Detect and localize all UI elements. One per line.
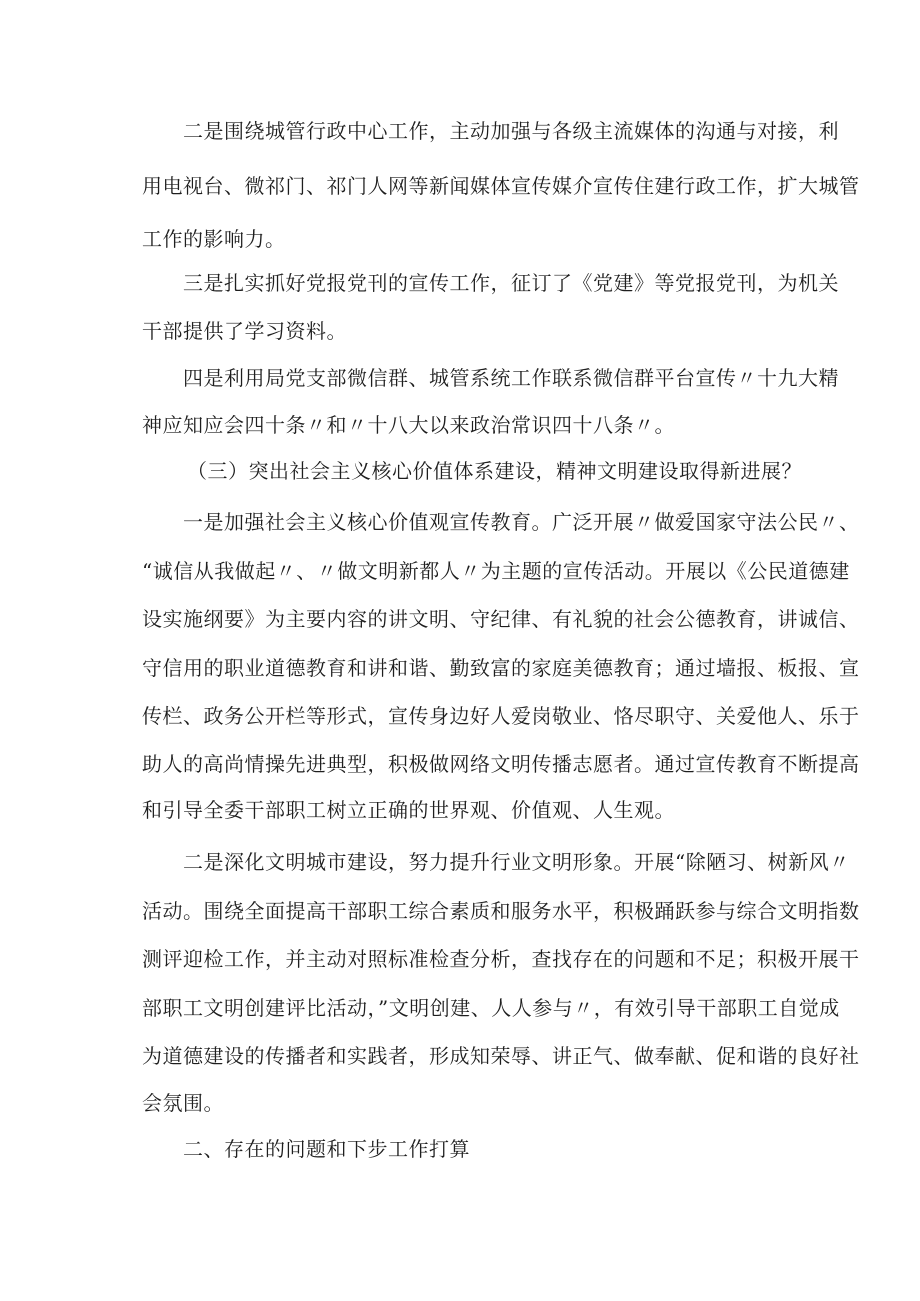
paragraph-line: 干部提供了学习资料。 xyxy=(142,319,347,343)
paragraph-line: 助人的高尚情操先进典型，积极做网络文明传播志愿者。通过宣传教育不断提高 xyxy=(142,752,860,776)
paragraph-line: 活动。围绕全面提高干部职工综合素质和服务水平，积极踊跃参与综合文明指数 xyxy=(142,899,860,923)
paragraph-line: 测评迎检工作，并主动对照标准检查分析，查找存在的问题和不足；积极开展干 xyxy=(142,947,860,971)
paragraph-line: “诚信从我做起〃、〃做文明新都人〃为主题的宣传活动。开展以《公民道德建 xyxy=(142,559,850,583)
paragraph-line: 部职工文明创建评比活动，”文明创建、人人参与〃，有效引导干部职工自觉成 xyxy=(142,996,840,1020)
paragraph-line: 四是利用局党支部微信群、城管系统工作联系微信群平台宣传〃十九大精 xyxy=(183,366,839,390)
section-heading: 二、存在的问题和下步工作打算 xyxy=(183,1137,470,1161)
paragraph-line: 工作的影响力。 xyxy=(142,227,286,251)
paragraph-line: 传栏、政务公开栏等形式，宣传身边好人爱岗敬业、恪尽职守、关爱他人、乐于 xyxy=(142,704,860,728)
paragraph-line: 二是围绕城管行政中心工作，主动加强与各级主流媒体的沟通与对接，利 xyxy=(183,119,839,143)
section-heading: （三）突出社会主义核心价值体系建设，精神文明建设取得新进展？ xyxy=(187,459,802,483)
paragraph-line: 三是扎实抓好党报党刊的宣传工作，征订了《党建》等党报党刊，为机关 xyxy=(183,271,839,295)
paragraph-line: 为道德建设的传播者和实践者，形成知荣辱、讲正气、做奉献、促和谐的良好社 xyxy=(142,1044,860,1068)
paragraph-line: 一是加强社会主义核心价值观宣传教育。广泛开展〃做爱国家守法公民〃、 xyxy=(183,510,860,534)
paragraph-line: 会氛围。 xyxy=(142,1091,224,1115)
paragraph-line: 神应知应会四十条〃和〃十八大以来政治常识四十八条〃。 xyxy=(142,413,675,437)
paragraph-line: 设实施纲要》为主要内容的讲文明、守纪律、有礼貌的社会公德教育，讲诚信、 xyxy=(142,607,860,631)
paragraph-line: 守信用的职业道德教育和讲和谐、勤致富的家庭美德教育；通过墙报、板报、宣 xyxy=(142,656,860,680)
paragraph-line: 和引导全委干部职工树立正确的世界观、价值观、人生观。 xyxy=(142,798,675,822)
paragraph-line: 二是深化文明城市建设，努力提升行业文明形象。开展“除陋习、树新风〃 xyxy=(183,850,850,874)
paragraph-line: 用电视台、微祁门、祁门人网等新闻媒体宣传媒介宣传住建行政工作，扩大城管 xyxy=(142,174,860,198)
